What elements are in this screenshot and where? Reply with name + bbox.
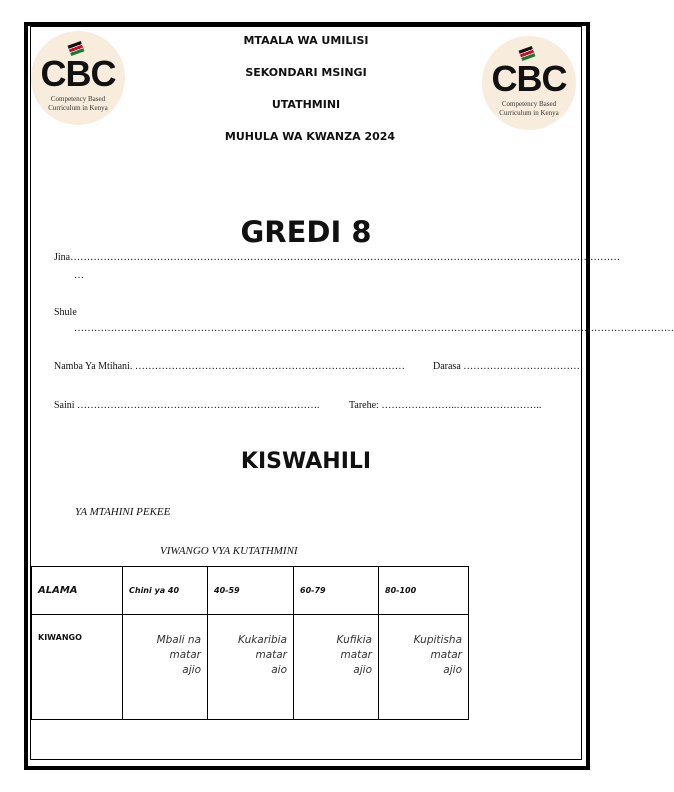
signature-field[interactable]: Saini ………………………………………………………………. [54,400,320,411]
table-cell: KIWANGO [32,615,123,720]
cbc-logo-right [482,36,576,130]
table-cell: Mbali na matar ajio [123,615,208,720]
term-heading: MUHULA WA KWANZA 2024 [224,130,396,143]
class-field[interactable]: Darasa ……………………………… [433,361,584,372]
table-row-levels [32,615,469,720]
table-cell: 60-79 [294,567,379,615]
levels-title: VIWANGO VYA KUTATHMINI [160,545,298,557]
table-cell: Chini ya 40 [123,567,208,615]
subject-title: KISWAHILI [240,449,372,474]
level-heading: SEKONDARI MSINGI [245,66,367,79]
assessment-heading: UTATHMINI [271,98,341,111]
logo-subtitle: Competency Based Curriculum in Kenya [48,95,108,112]
school-field[interactable]: ……………………………………………………………………………………………………………………………………………………………… [74,323,674,334]
name-field[interactable]: Jina………………………………………………………………………………………………………………………………………………… [54,252,621,263]
table-cell: Kupitisha matar ajio [379,615,469,720]
table-cell: 40-59 [208,567,294,615]
exam-number-field[interactable]: Namba Ya Mtihani. ……………………………………………………………………… [54,361,405,372]
table-cell: 80-100 [379,567,469,615]
name-field-continuation: … [74,270,84,281]
date-field[interactable]: Tarehe: …………………..…………………….. [349,400,542,411]
grade-title: GREDI 8 [240,215,372,249]
assessment-levels-table [31,566,469,720]
examiner-only-label: YA MTAHINI PEKEE [75,506,171,518]
logo-subtitle: Competency Based Curriculum in Kenya [499,100,559,117]
table-row-scores [32,567,469,615]
table-cell: Kufikia matar ajio [294,615,379,720]
logo-text: CBC [491,58,567,99]
table-cell: Kukaribia matar aio [208,615,294,720]
school-label: Shule [54,307,77,318]
logo-text: CBC [40,53,116,94]
curriculum-heading: MTAALA WA UMILISI [243,34,369,47]
table-cell: ALAMA [32,567,123,615]
